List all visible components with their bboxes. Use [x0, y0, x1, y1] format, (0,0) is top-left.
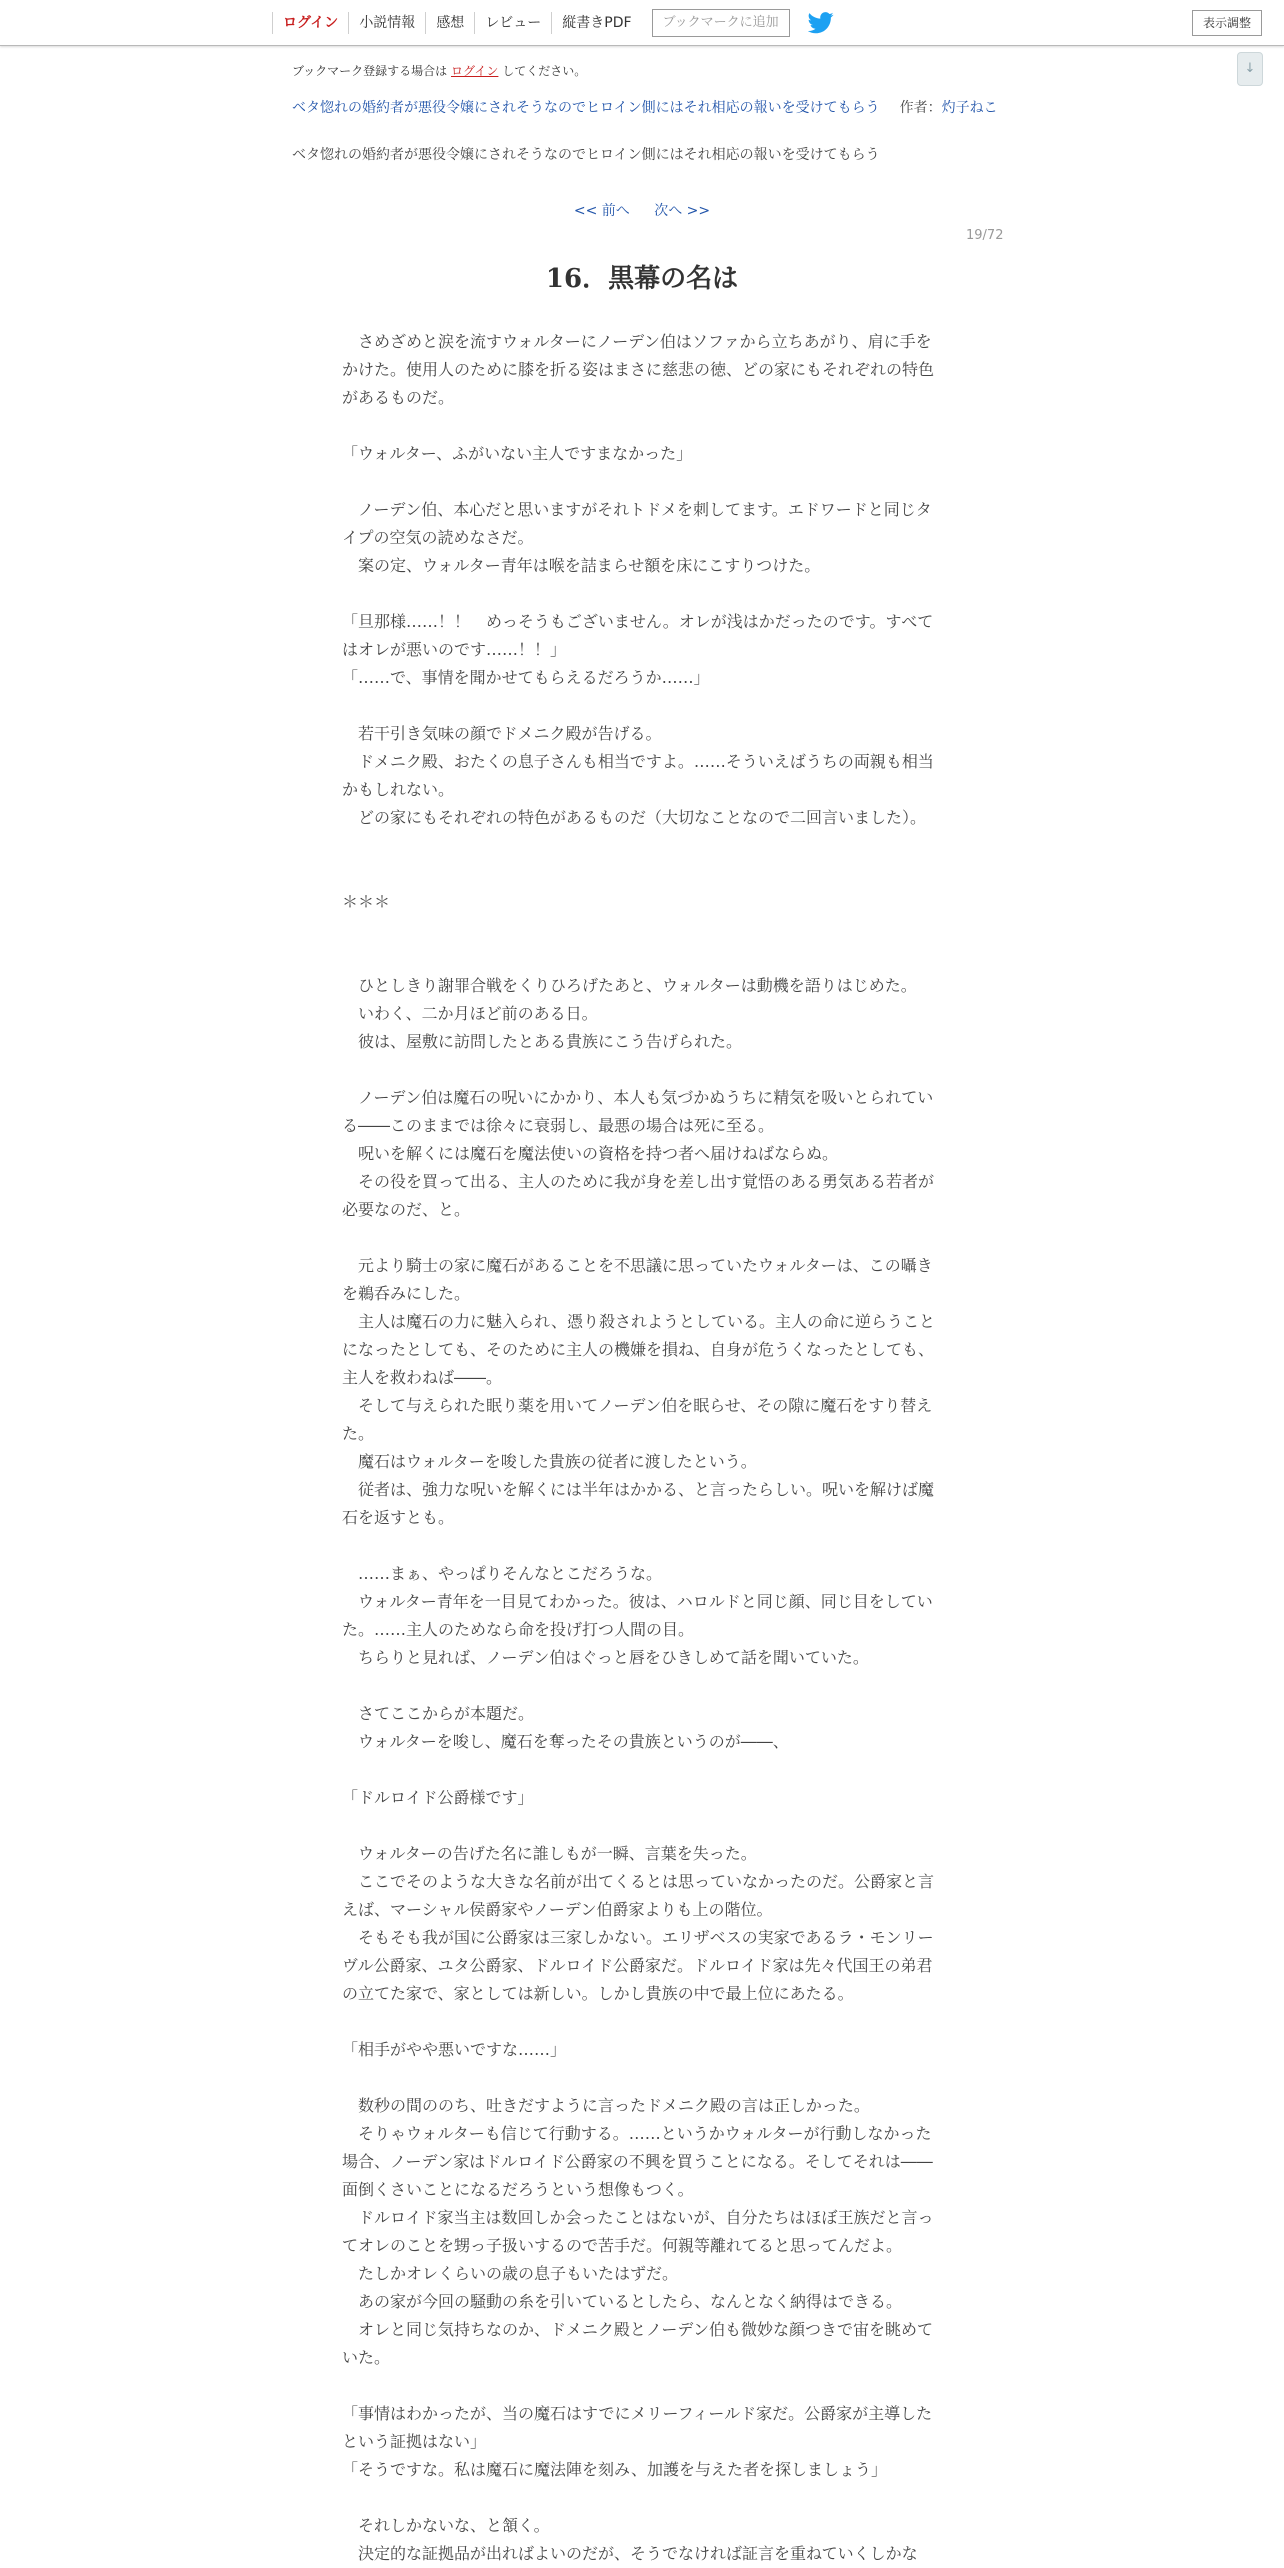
body-paragraph	[342, 1672, 938, 1700]
body-paragraph: ウォルターを唆し、魔石を奪ったその貴族というのが――、	[342, 1732, 789, 1751]
body-paragraph: いわく、二か月ほど前のある日。	[342, 1004, 598, 1023]
body-paragraph	[342, 2008, 938, 2036]
body-paragraph	[342, 1756, 938, 1784]
login-note-prefix: ブックマーク登録する場合は	[292, 64, 448, 78]
body-paragraph: その役を買って出る、主人のために我が身を差し出す覚悟のある勇気ある若者が必要なのだ、と。	[342, 1172, 935, 1219]
body-paragraph: 元より騎士の家に魔石があることを不思議に思っていたウォルターは、この囁きを鵜呑みにした。	[342, 1256, 933, 1303]
body-paragraph	[342, 1224, 938, 1252]
body-paragraph: オレと同じ気持ちなのか、ドメニク殿とノーデン伯も微妙な顔つきで宙を眺めていた。	[342, 2320, 934, 2367]
author-link[interactable]: 灼子ねこ	[941, 100, 998, 116]
next-chapter-link[interactable]: 次へ >>	[654, 203, 711, 219]
body-paragraph: ドルロイド家当主は数回しか会ったことはないが、自分たちはほぼ王族だと言ってオレのことを甥っ子扱いするので苦手だ。何親等離れてると思ってんだよ。	[342, 2208, 934, 2255]
body-paragraph: 「事情はわかったが、当の魔石はすでにメリーフィールド家だ。公爵家が主導したという証拠はない」	[342, 2404, 933, 2451]
body-paragraph	[342, 916, 938, 944]
body-paragraph: ウォルター青年を一目見てわかった。彼は、ハロルドと同じ顔、同じ目をしていた。……主人のためなら命を投げ打つ人間の目。	[342, 1592, 933, 1639]
body-paragraph: ここでそのような大きな名前が出てくるとは思っていなかったのだ。公爵家と言えば、マーシャル侯爵家やノーデン伯爵家よりも上の階位。	[342, 1872, 935, 1919]
chapter-number-indicator: 19/72	[966, 228, 1004, 243]
body-paragraph: 案の定、ウォルター青年は喉を詰まらせ額を床にこすりつけた。	[342, 556, 821, 575]
body-paragraph	[342, 944, 938, 972]
body-paragraph: ……まぁ、やっぱりそんなとこだろうな。	[342, 1564, 663, 1583]
body-paragraph	[342, 2372, 938, 2400]
nav-novel-info-link[interactable]: 小説情報	[348, 12, 425, 34]
body-paragraph: 彼は、屋敷に訪問したとある貴族にこう告げられた。	[342, 1032, 743, 1051]
body-paragraph: 従者は、強力な呪いを解くには半年はかかる、と言ったらしい。呪いを解けば魔石を返すとも。	[342, 1480, 935, 1527]
body-paragraph	[342, 1056, 938, 1084]
top-navigation-bar	[0, 0, 1284, 46]
scroll-down-button[interactable]: ↓	[1237, 52, 1263, 86]
body-paragraph	[342, 860, 938, 888]
body-paragraph: どの家にもそれぞれの特色があるものだ（大切なことなので二回言いました）。	[342, 808, 927, 827]
body-paragraph: 若干引き気味の顔でドメニク殿が告げる。	[342, 724, 662, 743]
nav-login-link[interactable]: ログイン	[272, 12, 348, 34]
body-paragraph: 「旦那様……！！ めっそうもございません。オレが浅はかだったのです。すべてはオレが悪いのです……！！」	[342, 612, 934, 659]
body-paragraph: ちらりと見れば、ノーデン伯はぐっと唇をひきしめて話を聞いていた。	[342, 1648, 869, 1667]
body-paragraph: 主人は魔石の力に魅入られ、憑り殺されようとしている。主人の命に逆らうことになったとしても、そのために主人の機嫌を損ね、自身が危うくなったとしても、主人を救わねば――。	[342, 1312, 935, 1387]
body-paragraph: 「……で、事情を聞かせてもらえるだろうか……」	[342, 668, 710, 687]
body-paragraph: あの家が今回の騒動の糸を引いているとしたら、なんとなく納得はできる。	[342, 2292, 903, 2311]
novel-body-text	[342, 328, 938, 2568]
body-paragraph: ドメニク殿、おたくの息子さんも相当ですよ。……そういえばうちの両親も相当かもしれない。	[342, 752, 934, 799]
body-paragraph: 呪いを解くには魔石を魔法使いの資格を持つ者へ届けねばならぬ。	[342, 1144, 839, 1163]
nav-vertical-pdf-link[interactable]: 縦書きPDF	[551, 12, 641, 34]
body-paragraph: さめざめと涙を流すウォルターにノーデン伯はソファから立ちあがり、肩に手をかけた。使用人のために膝を折る姿はまさに慈悲の徳、どの家にもそれぞれの特色があるものだ。	[342, 332, 935, 407]
body-paragraph	[342, 832, 938, 860]
login-note-link[interactable]: ログイン	[451, 64, 499, 78]
body-paragraph: そりゃウォルターも信じて行動する。……というかウォルターが行動しなかった場合、ノーデン家はドルロイド公爵家の不興を買うことになる。そしてそれは――面倒くさいことになるだろうという想像もつく。	[342, 2124, 933, 2199]
body-paragraph: ひとしきり謝罪合戦をくりひろげたあと、ウォルターは動機を語りはじめた。	[342, 976, 917, 995]
twitter-share-icon[interactable]	[808, 11, 836, 35]
body-paragraph: ノーデン伯、本心だと思いますがそれトドメを刺してます。エドワードと同じタイプの空気の読めなさだ。	[342, 500, 932, 547]
body-paragraph: それしかないな、と頷く。	[342, 2516, 550, 2535]
body-paragraph	[342, 1532, 938, 1560]
add-bookmark-button[interactable]: ブックマークに追加	[652, 9, 790, 37]
display-settings-button[interactable]: 表示調整	[1192, 10, 1262, 36]
body-paragraph: 数秒の間ののち、吐きだすように言ったドメニク殿の言は正しかった。	[342, 2096, 870, 2115]
body-paragraph	[342, 580, 938, 608]
body-paragraph: 「そうですな。私は魔石に魔法陣を刻み、加護を与えた者を探しましょう」	[342, 2460, 887, 2479]
body-paragraph: たしかオレくらいの歳の息子もいたはずだ。	[342, 2264, 679, 2283]
prev-chapter-link[interactable]: << 前へ	[573, 203, 630, 219]
nav-impressions-link[interactable]: 感想	[425, 12, 474, 34]
body-paragraph: 「相手がやや悪いですな……」	[342, 2040, 567, 2059]
nav-review-link[interactable]: レビュー	[474, 12, 551, 34]
body-paragraph: ノーデン伯は魔石の呪いにかかり、本人も気づかぬうちに精気を吸いとられている――このままでは徐々に衰弱し、最悪の場合は死に至る。	[342, 1088, 934, 1135]
body-paragraph: 決定的な証拠品が出ればよいのだが、そうでなければ証言を重ねていくしかな	[342, 2544, 918, 2563]
body-paragraph: ＊＊＊	[342, 892, 391, 911]
main-nav	[272, 0, 836, 46]
body-paragraph: 「ウォルター、ふがいない主人ですまなかった」	[342, 444, 693, 463]
series-title-block	[292, 96, 1004, 120]
body-paragraph: 「ドルロイド公爵様です」	[342, 1788, 534, 1807]
body-paragraph: ウォルターの告げた名に誰しもが一瞬、言葉を失った。	[342, 1844, 757, 1863]
chapter-title: 16．黒幕の名は	[545, 264, 739, 294]
body-paragraph: 魔石はウォルターを唆した貴族の従者に渡したという。	[342, 1452, 757, 1471]
login-note-suffix: してください。	[502, 64, 587, 78]
body-paragraph	[342, 468, 938, 496]
body-paragraph: そして与えられた眠り薬を用いてノーデン伯を眠らせ、その隙に魔石をすり替えた。	[342, 1396, 933, 1443]
body-paragraph: さてここからが本題だ。	[342, 1704, 535, 1723]
body-paragraph	[342, 1812, 938, 1840]
body-paragraph	[342, 2484, 938, 2512]
series-title-link[interactable]: ベタ惚れの婚約者が悪役令嬢にされそうなのでヒロイン側にはそれ相応の報いを受けてもらう	[292, 100, 880, 116]
chapter-pager	[0, 200, 1284, 220]
novel-subtitle: ベタ惚れの婚約者が悪役令嬢にされそうなのでヒロイン側にはそれ相応の報いを受けてもらう	[292, 147, 880, 163]
author-label: 作者：	[899, 100, 942, 116]
body-paragraph	[342, 2064, 938, 2092]
body-paragraph: そもそも我が国に公爵家は三家しかない。エリザベスの実家であるラ・モンリーヴル公爵家、ユタ公爵家、ドルロイド公爵家だ。ドルロイド家は先々代国王の弟君の立てた家で、家としては新しい。しかし貴族の中で最上位にあたる。	[342, 1928, 934, 2003]
body-paragraph	[342, 692, 938, 720]
body-paragraph	[342, 412, 938, 440]
login-note	[292, 62, 586, 79]
